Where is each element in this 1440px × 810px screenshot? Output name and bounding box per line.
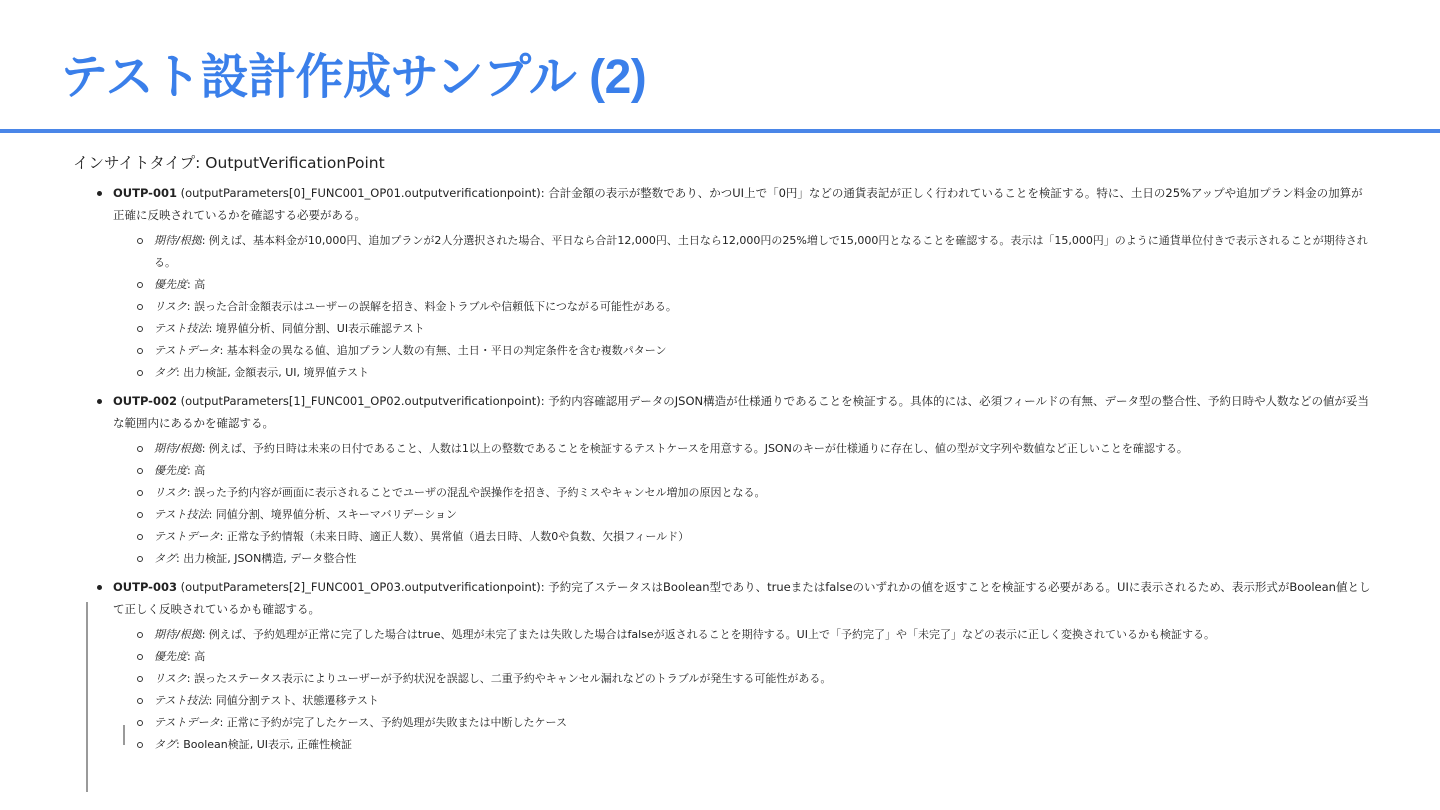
circle-bullet-icon	[137, 512, 143, 518]
verification-point-text: (outputParameters[1]_FUNC001_OP02.outputverificationpoint): 予約内容確認用データのJSON構造が仕様通りであることを検証する。具体的には、必須フィールドの有無、データ型の整合性、予約日時や人数などの値が妥当な範囲内にあるかを確認する。	[113, 394, 1369, 430]
verification-point-item	[73, 576, 1373, 756]
page-title: テスト設計作成サンプル (2)	[60, 51, 647, 104]
detail-text: : 誤った予約内容が画面に表示されることでユーザの混乱や誤操作を招き、予約ミスやキャンセル増加の原因となる。	[186, 486, 766, 499]
bullet-icon	[97, 585, 102, 590]
verification-point-id: OUTP-001	[113, 186, 177, 200]
verification-point-list	[73, 182, 1373, 756]
detail-label: リスク	[154, 486, 187, 499]
detail-label: 優先度	[154, 650, 187, 663]
circle-bullet-icon	[137, 676, 143, 682]
detail-label: タグ	[154, 738, 176, 751]
detail-text: : 同値分割テスト、状態遷移テスト	[208, 694, 379, 707]
detail-text: : 境界値分析、同値分割、UI表示確認テスト	[208, 322, 425, 335]
detail-text: : 正常に予約が完了したケース、予約処理が失敗または中断したケース	[219, 716, 567, 729]
detail-text: : 例えば、予約日時は未来の日付であること、人数は1以上の整数であることを検証するテストケースを用意する。JSONのキーが仕様通りに存在し、値の型が文字列や数値など正しいことを確認する。	[201, 442, 1188, 455]
verification-point-description	[113, 390, 1373, 434]
detail-list	[113, 624, 1373, 756]
detail-item	[113, 668, 1373, 690]
verification-point-text: (outputParameters[2]_FUNC001_OP03.outputverificationpoint): 予約完了ステータスはBoolean型であり、trueまたはfalseのいずれかの値を返すことを検証する必要がある。UIに表示されるため、表示形式がBoolean値として正しく反映されているかも確認する。	[113, 580, 1371, 616]
detail-item	[113, 438, 1373, 460]
detail-item	[113, 548, 1373, 570]
detail-label: テスト技法	[154, 322, 209, 335]
change-bar	[86, 602, 88, 792]
detail-item	[113, 274, 1373, 296]
detail-label: タグ	[154, 552, 176, 565]
verification-point-description	[113, 576, 1373, 620]
bullet-icon	[97, 399, 102, 404]
detail-text: : 出力検証, 金額表示, UI, 境界値テスト	[176, 366, 370, 379]
detail-label: テストデータ	[154, 344, 220, 357]
detail-item	[113, 482, 1373, 504]
verification-point-id: OUTP-002	[113, 394, 177, 408]
circle-bullet-icon	[137, 632, 143, 638]
detail-text: : Boolean検証, UI表示, 正確性検証	[176, 738, 353, 751]
detail-label: 優先度	[154, 464, 187, 477]
circle-bullet-icon	[137, 490, 143, 496]
insight-type-label: インサイトタイプ: OutputVerificationPoint	[73, 154, 385, 172]
detail-text: : 同値分割、境界値分析、スキーマバリデーション	[208, 508, 457, 521]
detail-text: : 基本料金の異なる値、追加プラン人数の有無、土日・平日の判定条件を含む複数パターン	[219, 344, 667, 357]
verification-point-id: OUTP-003	[113, 580, 177, 594]
detail-label: テストデータ	[154, 716, 220, 729]
detail-item	[113, 460, 1373, 482]
detail-label: リスク	[154, 300, 187, 313]
detail-text: : 誤ったステータス表示によりユーザーが予約状況を誤認し、二重予約やキャンセル漏れなどのトラブルが発生する可能性がある。	[186, 672, 832, 685]
detail-item	[113, 526, 1373, 548]
circle-bullet-icon	[137, 326, 143, 332]
detail-item	[113, 318, 1373, 340]
detail-text: : 誤った合計金額表示はユーザーの誤解を招き、料金トラブルや信頼低下につながる可能性がある。	[186, 300, 677, 313]
change-bar-small	[123, 725, 125, 745]
verification-point-description	[113, 182, 1373, 226]
detail-item	[113, 712, 1373, 734]
bullet-icon	[97, 191, 102, 196]
circle-bullet-icon	[137, 370, 143, 376]
verification-point-text: (outputParameters[0]_FUNC001_OP01.outputverificationpoint): 合計金額の表示が整数であり、かつUI上で「0円」などの通貨表記が正しく行われていることを検証する。特に、土日の25%アップや追加プラン料金の加算が正確に反映されているかを確認する必要がある。	[113, 186, 1363, 222]
verification-point-item	[73, 390, 1373, 570]
circle-bullet-icon	[137, 304, 143, 310]
title-divider	[0, 129, 1440, 133]
detail-list	[113, 438, 1373, 570]
detail-item	[113, 340, 1373, 362]
document-body	[73, 150, 1373, 762]
circle-bullet-icon	[137, 534, 143, 540]
detail-text: : 正常な予約情報（未来日時、適正人数）、異常値（過去日時、人数0や負数、欠損フィールド）	[219, 530, 690, 543]
detail-label: 期待/根拠	[154, 442, 202, 455]
detail-item	[113, 504, 1373, 526]
detail-item	[113, 230, 1373, 274]
detail-label: テスト技法	[154, 508, 209, 521]
detail-text: : 高	[187, 278, 206, 291]
detail-item	[113, 624, 1373, 646]
circle-bullet-icon	[137, 556, 143, 562]
detail-label: 期待/根拠	[154, 234, 202, 247]
circle-bullet-icon	[137, 698, 143, 704]
circle-bullet-icon	[137, 654, 143, 660]
circle-bullet-icon	[137, 468, 143, 474]
detail-text: : 例えば、基本料金が10,000円、追加プランが2人分選択された場合、平日なら合計12,000円、土日なら12,000円の25%増しで15,000円となることを確認する。表示は「15,000円」のように通貨単位付きで表示されることが期待される。	[154, 234, 1368, 269]
detail-label: テストデータ	[154, 530, 220, 543]
detail-text: : 出力検証, JSON構造, データ整合性	[176, 552, 357, 565]
detail-list	[113, 230, 1373, 384]
detail-label: リスク	[154, 672, 187, 685]
detail-text: : 高	[187, 650, 206, 663]
detail-item	[113, 362, 1373, 384]
circle-bullet-icon	[137, 348, 143, 354]
circle-bullet-icon	[137, 720, 143, 726]
circle-bullet-icon	[137, 238, 143, 244]
circle-bullet-icon	[137, 282, 143, 288]
detail-label: テスト技法	[154, 694, 209, 707]
circle-bullet-icon	[137, 742, 143, 748]
verification-point-item	[73, 182, 1373, 384]
detail-label: タグ	[154, 366, 176, 379]
detail-item	[113, 296, 1373, 318]
detail-text: : 高	[187, 464, 206, 477]
detail-item	[113, 690, 1373, 712]
detail-label: 優先度	[154, 278, 187, 291]
detail-text: : 例えば、予約処理が正常に完了した場合はtrue、処理が未完了または失敗した場合はfalseが返されることを期待する。UI上で「予約完了」や「未完了」などの表示に正しく変換されているかも検証する。	[201, 628, 1215, 641]
detail-item	[113, 734, 1373, 756]
detail-label: 期待/根拠	[154, 628, 202, 641]
circle-bullet-icon	[137, 446, 143, 452]
detail-item	[113, 646, 1373, 668]
